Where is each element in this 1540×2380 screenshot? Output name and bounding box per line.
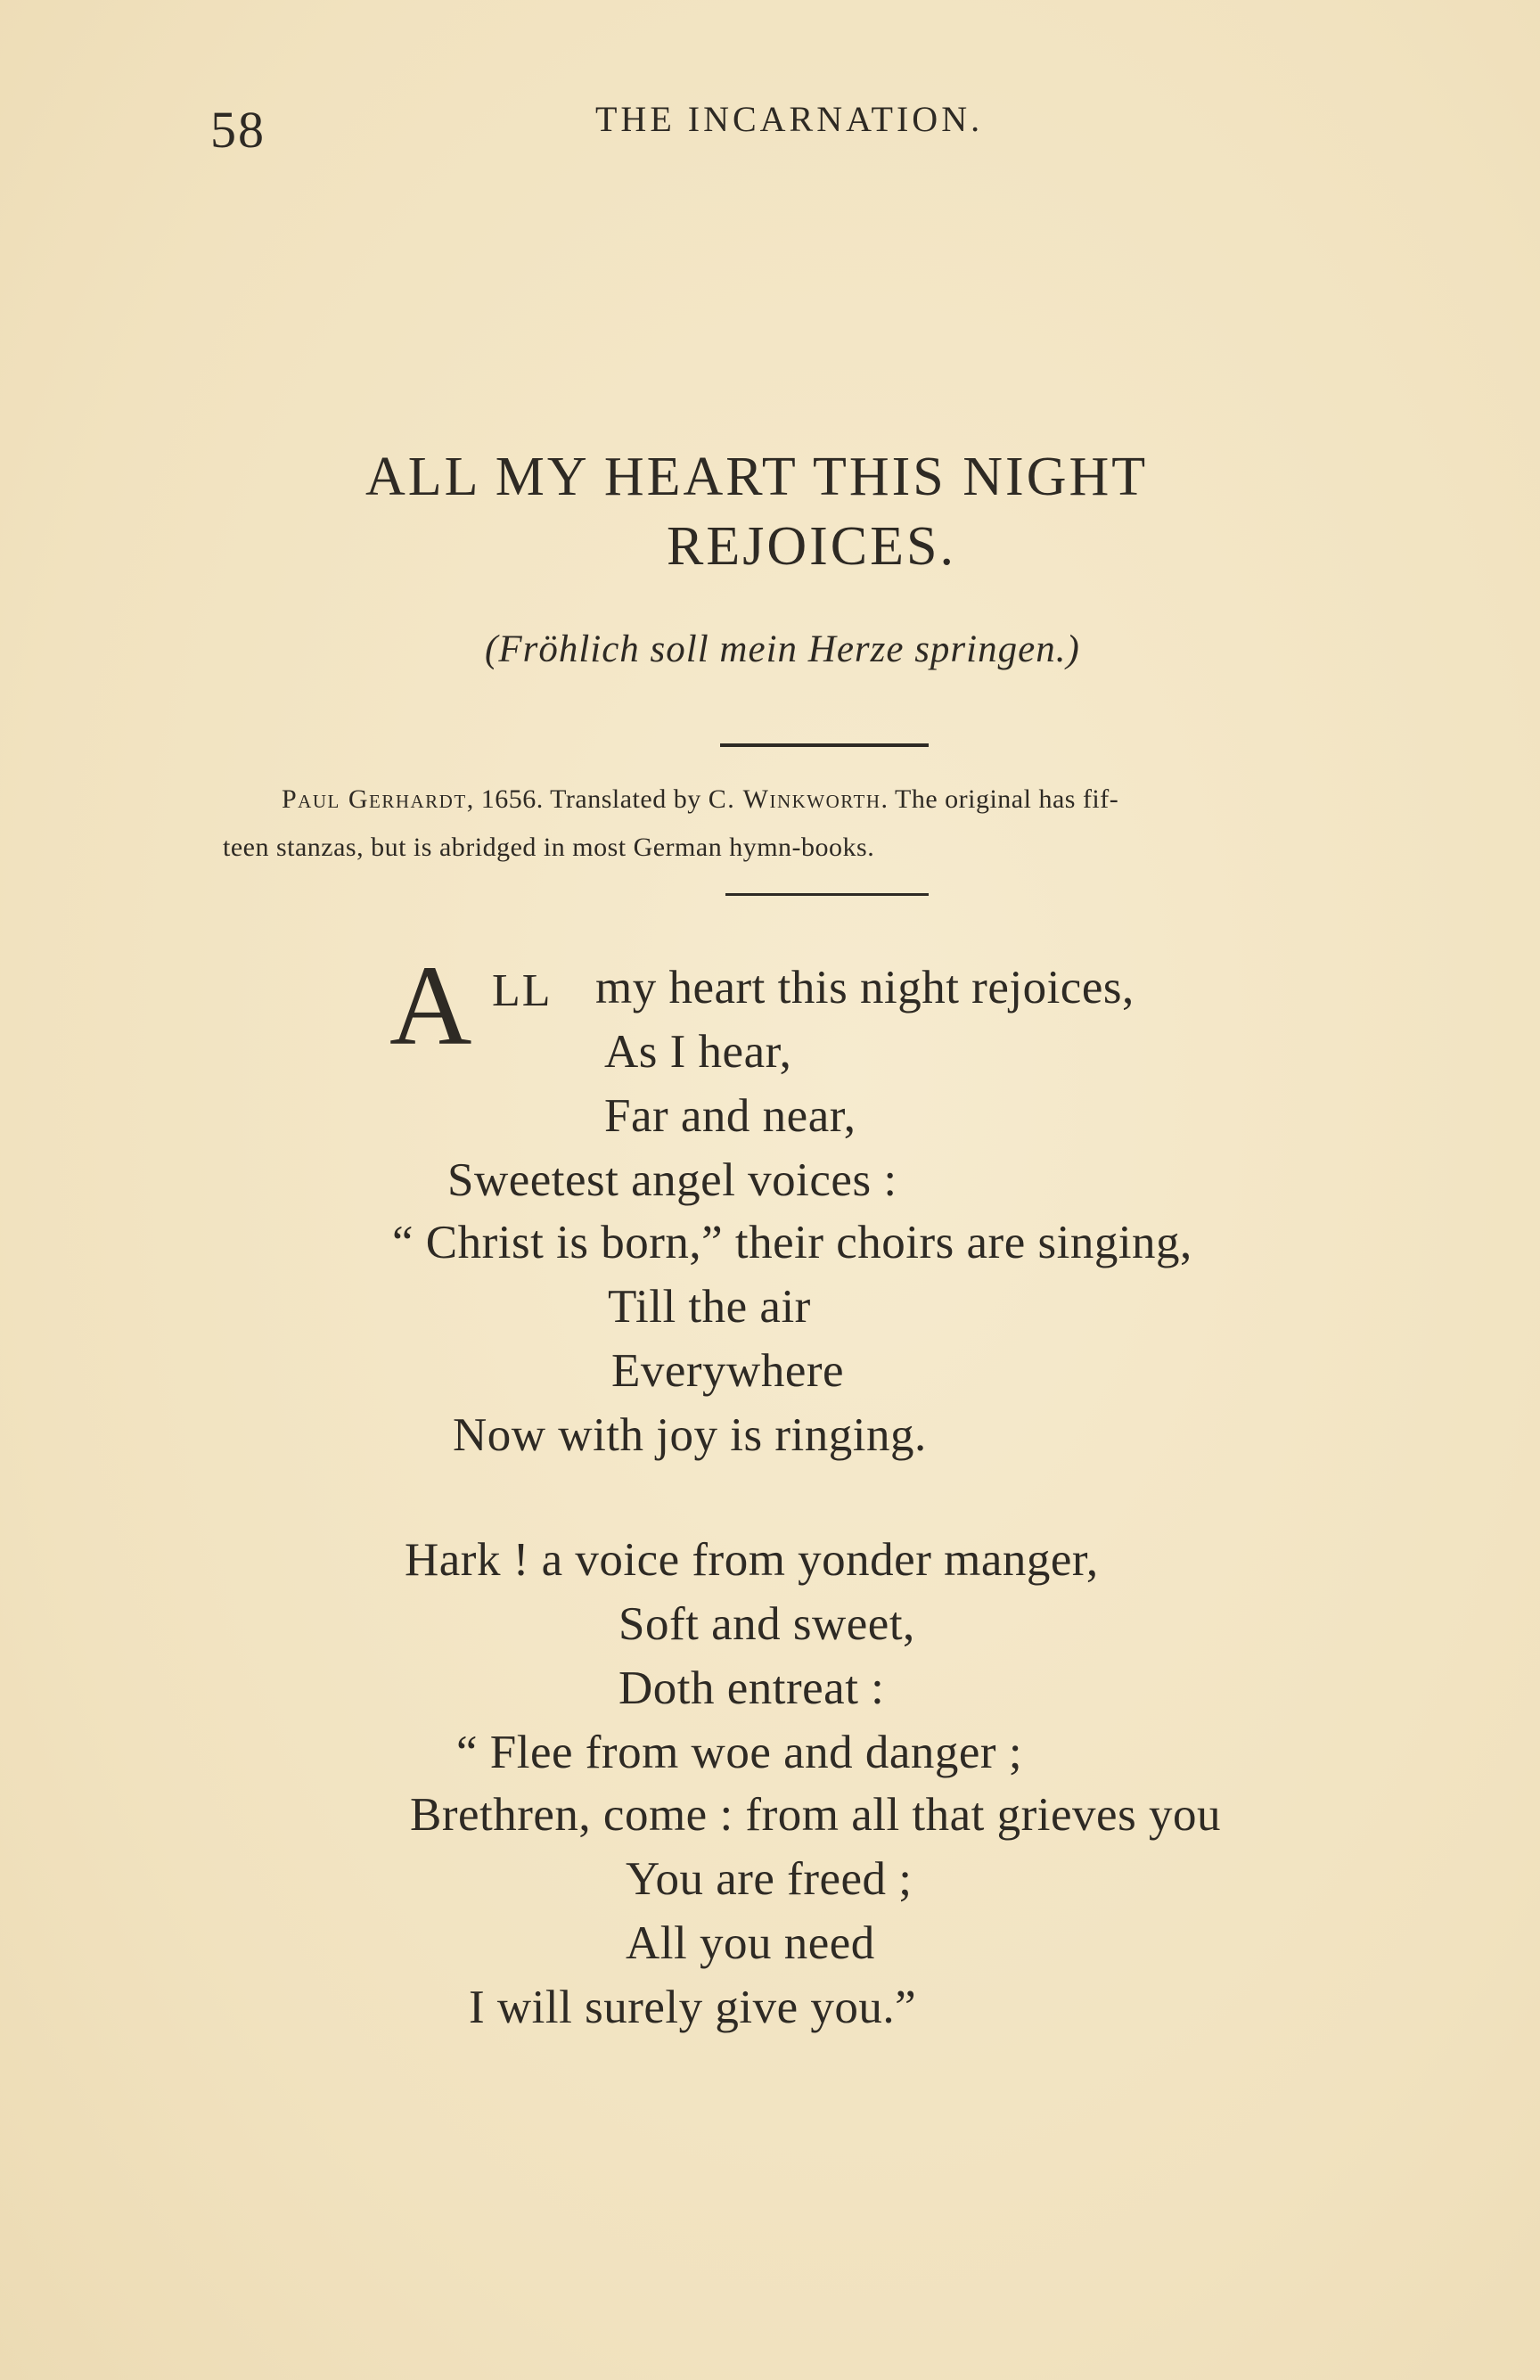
hymn-title-line-2: REJOICES. [667,516,956,577]
verse-line: Everywhere [611,1345,845,1397]
verse-line: I will surely give you.” [469,1982,917,2033]
verse-line: Soft and sweet, [618,1598,915,1650]
verse-line: Till the air [608,1281,811,1333]
verse-line: All you need [626,1917,875,1969]
verse-line: “ Christ is born,” their choirs are singing, [392,1217,1192,1268]
verse-line: Doth entreat : [618,1662,885,1714]
verse-line: You are freed ; [626,1853,913,1905]
drop-cap-continuation: LL [492,965,553,1016]
translator-name: C. Winkworth [708,784,881,814]
verse-line: Brethren, come : from all that grieves you [410,1789,1221,1841]
verse-line: “ Flee from woe and danger ; [456,1727,1023,1778]
drop-cap-letter: A [389,942,472,1069]
divider-rule-bottom [725,893,929,896]
verse-line: my heart this night rejoices, [595,962,1135,1014]
verse-line: Sweetest angel voices : [447,1154,897,1206]
verse-line: Now with joy is ringing. [453,1409,927,1461]
hymn-title-line-1: ALL MY HEART THIS NIGHT [365,447,1149,507]
attribution-year: , 1656. Translated by [466,784,709,814]
page-number: 58 [210,101,266,159]
verse-line: Far and near, [604,1090,856,1142]
attribution-line-1 [282,784,1118,815]
divider-rule-top [720,743,929,747]
attribution-line-2: teen stanzas, but is abridged in most German hymn-books. [223,833,875,862]
author-name: Paul Gerhardt [282,784,467,814]
verse-line: As I hear, [604,1026,792,1078]
running-head: THE INCARNATION. [595,99,984,139]
verse-line: Hark ! a voice from yonder manger, [405,1534,1099,1586]
attribution-note-1: . The original has fif- [881,784,1119,814]
hymn-subtitle: (Fröhlich soll mein Herze springen.) [485,628,1080,670]
